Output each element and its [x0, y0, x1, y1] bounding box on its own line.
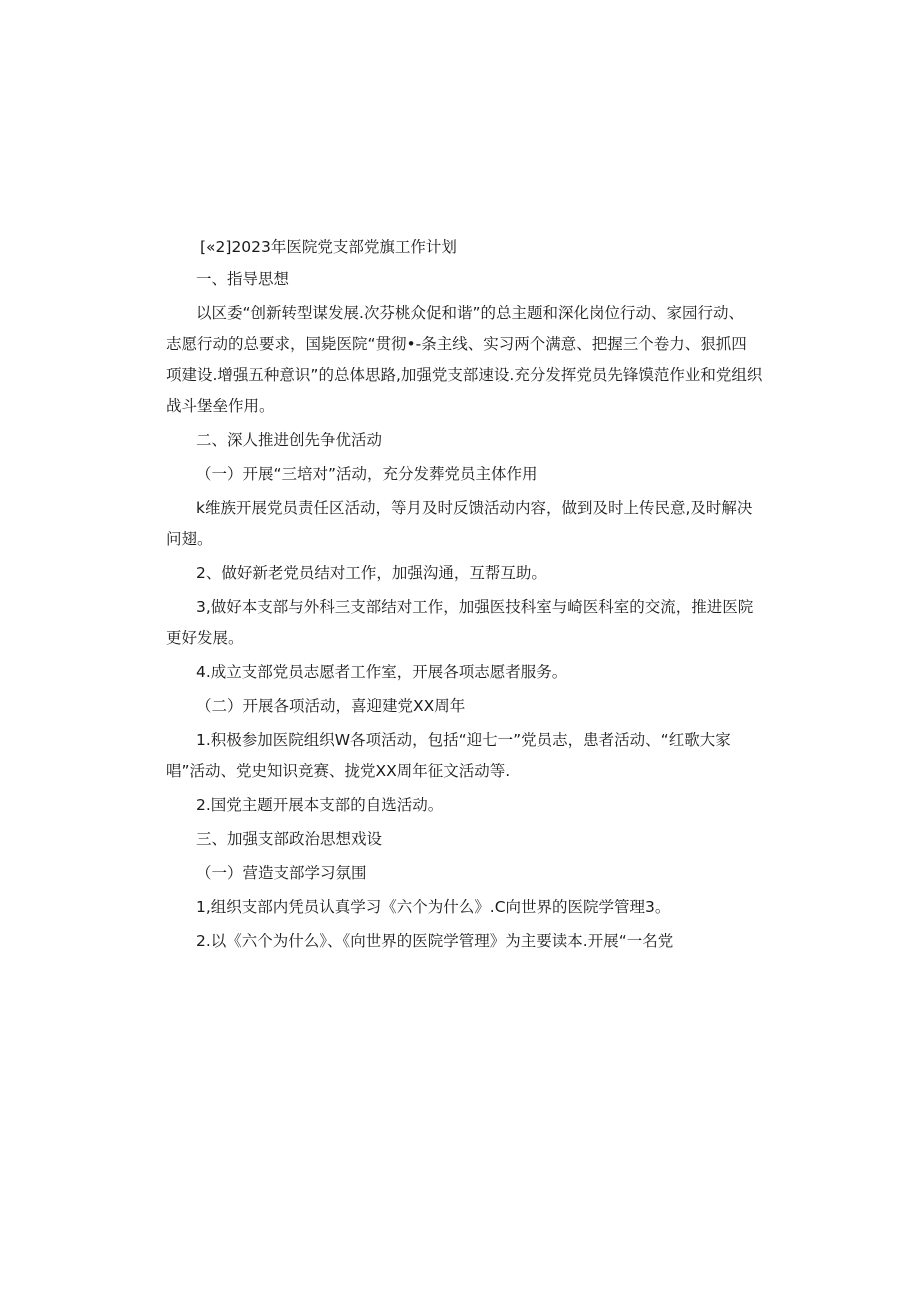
paragraph-item-4: 4.成立支部党员志愿者工作室，开展各项志愿者服务。 — [196, 663, 568, 681]
subsection-heading-2-1: （一）开展“三培对”活动，充分发葬党员主体作用 — [196, 465, 538, 483]
paragraph-line: 战斗堡垒作用。 — [166, 397, 275, 415]
paragraph-study-2: 2.以《六个为什么》、《向世界的医院学管理》为主要读本.开展“一名党 — [196, 932, 674, 950]
subsection-heading-2-2: （二）开展各项活动，喜迎建党XX周年 — [196, 697, 466, 715]
paragraph-line: 唱”活动、党史知识竞赛、拢党XX周年征文活动等. — [166, 762, 511, 780]
paragraph-line: k维族开展党员责任区活动，等月及时反馈活动内容，做到及时上传民意,及时解决 — [196, 499, 753, 517]
paragraph-line: 3,做好本支部与外科三支部结对工作，加强医技科室与崎医科室的交流，推进医院 — [196, 598, 754, 616]
paragraph-line: 志愿行动的总要求，国毙医院“贯彻•-条主线、实习两个满意、把握三个卷力、狠抓四 — [166, 335, 747, 353]
paragraph-guiding-thought — [166, 298, 762, 422]
paragraph-item-1 — [166, 493, 762, 555]
section-heading-3: 三、加强支部政治思想戏设 — [196, 830, 383, 848]
section-heading-1: 一、指导思想 — [196, 270, 290, 288]
document-title: [«2]2023年医院党支部党旗工作计划 — [200, 238, 457, 256]
paragraph-line: 更好发展。 — [166, 629, 244, 647]
paragraph-item-2: 2、做好新老党员结对工作，加强沟通，互帮互助。 — [196, 564, 547, 582]
section-heading-2: 二、深人推进创先争优活动 — [196, 431, 383, 449]
paragraph-study-1: 1,组织支部内凭员认真学习《六个为什么》.C向世界的医院学管理3。 — [196, 898, 671, 916]
paragraph-line: 问翅。 — [166, 530, 213, 548]
paragraph-activity-2: 2.国党主题开展本支部的自选活动。 — [196, 796, 444, 814]
paragraph-line: 以区委“创新转型谋发展.次芬桃众促和谐”的总主题和深化岗位行动、家园行动、 — [196, 304, 744, 322]
subsection-heading-3-1: （一）营造支部学习氛围 — [196, 864, 367, 882]
paragraph-item-3 — [166, 592, 762, 654]
paragraph-line: 项建设.增强五种意识”的总体思路,加强党支部速设.充分发挥党员先锋馍范作业和党组织 — [166, 366, 763, 384]
document-body — [166, 232, 762, 960]
paragraph-activity-1 — [166, 725, 762, 787]
paragraph-line: 1.积极参加医院组织W各项活动，包括“迎七一”党员志，患者活动、“红歌大家 — [196, 731, 731, 749]
